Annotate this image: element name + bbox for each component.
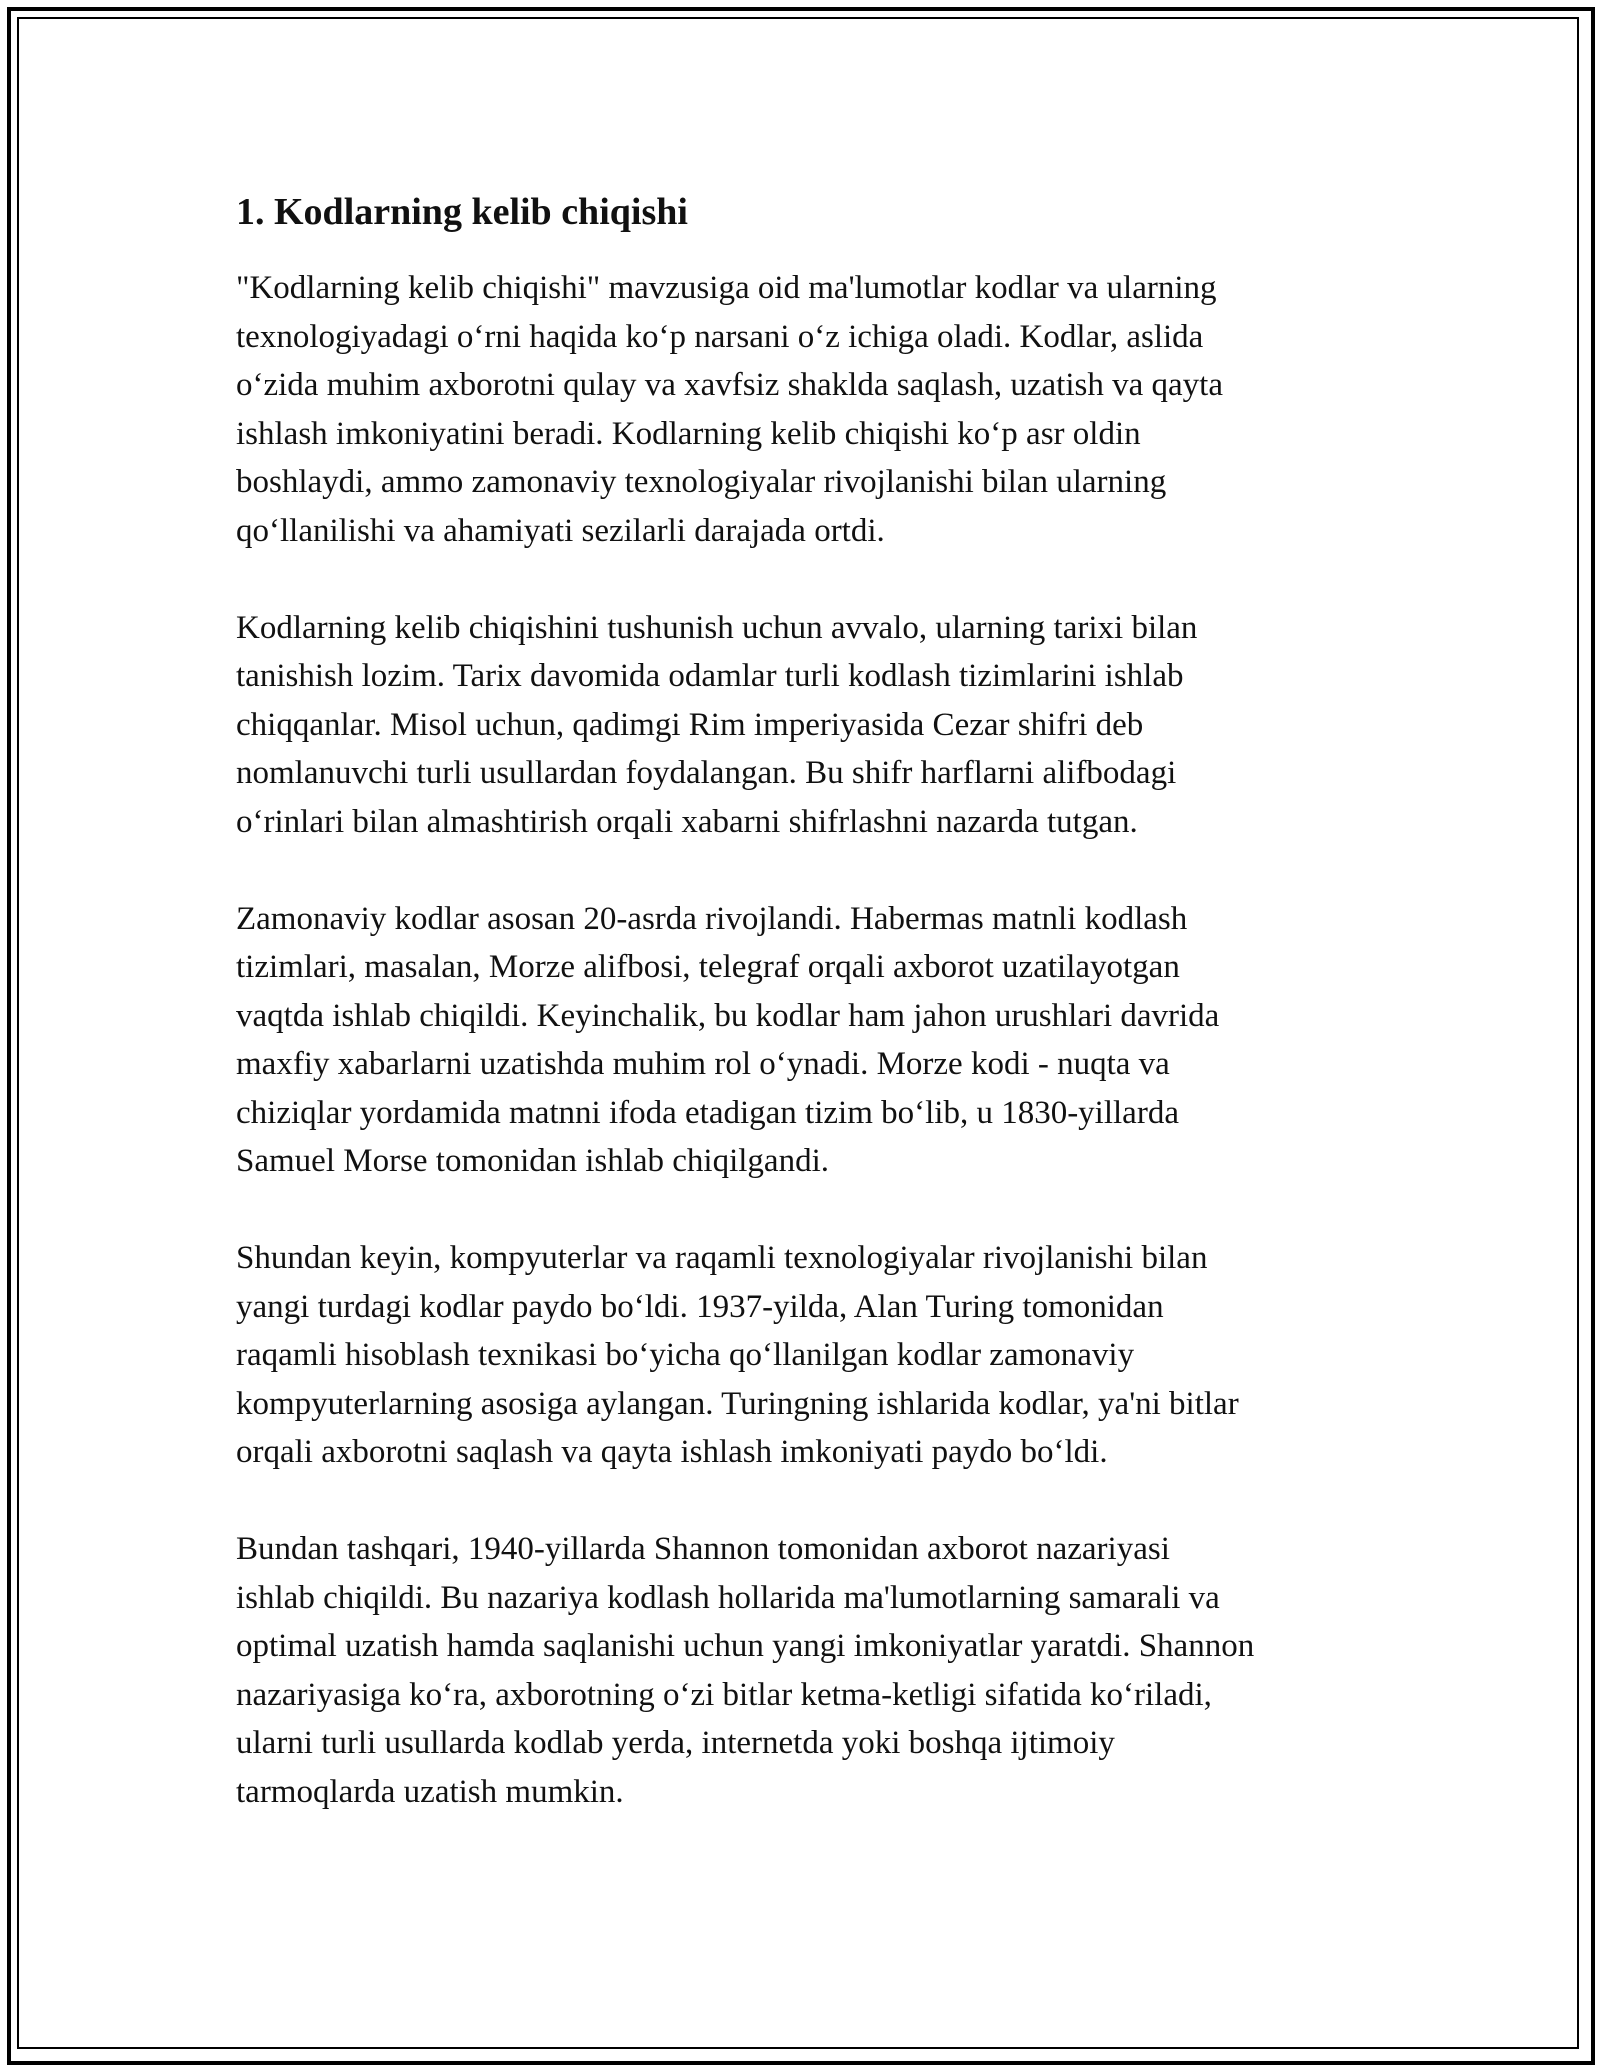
paragraph-modern-codes: Zamonaviy kodlar asosan 20-asrda rivojlandi. Habermas matnli kodlash tizimlari, masalan, Morze alifbosi, telegraf orqali axborot uzatilayotgan vaqtda ishlab chiqildi. Keyinchalik, bu kodlar ham jahon urushlari davrida maxfiy xabarlarni uzatishda muhim rol o‘ynadi. Morze kodi - nuqta va chiziqlar yordamida matnni ifoda etadigan tizim bo‘lib, u 1830-yillarda Samuel Morse tomonidan ishlab chiqilgandi. — [236, 900, 1220, 1179]
document-title: 1. Kodlarning kelib chiqishi — [236, 191, 688, 233]
paragraph-intro: "Kodlarning kelib chiqishi" mavzusiga oid ma'lumotlar kodlar va ularning texnologiyadagi o‘rni haqida ko‘p narsani o‘z ichiga oladi. Kodlar, aslida o‘zida muhim axborotni qulay va xavfsiz shaklda saqlash, uzatish va qayta ishlash imkoniyatini beradi. Kodlarning kelib chiqishi ko‘p asr oldin boshlaydi, ammo zamonaviy texnologiyalar rivojlanishi bilan ularning qo‘llanilishi va ahamiyati sezilarli darajada ortdi. — [236, 270, 1223, 549]
paragraph-computers: Shundan keyin, kompyuterlar va raqamli texnologiyalar rivojlanishi bilan yangi turdagi kodlar paydo bo‘ldi. 1937-yilda, Alan Turing tomonidan raqamli hisoblash texnikasi bo‘yicha qo‘llanilgan kodlar zamonaviy kompyuterlarning asosiga aylangan. Turingning ishlarida kodlar, ya'ni bitlar orqali axborotni saqlash va qayta ishlash imkoniyati paydo bo‘ldi. — [236, 1240, 1239, 1470]
document-body — [236, 186, 1376, 1865]
paragraph-history: Kodlarning kelib chiqishini tushunish uchun avvalo, ularning tarixi bilan tanishish lozim. Tarix davomida odamlar turli kodlash tizimlarini ishlab chiqqanlar. Misol uchun, qadimgi Rim imperiyasida Cezar shifri deb nomlanuvchi turli usullardan foydalangan. Bu shifr harflarni alifbodagi o‘rinlari bilan almashtirish orqali xabarni shifrlashni nazarda tutgan. — [236, 609, 1198, 840]
paragraph-shannon: Bundan tashqari, 1940-yillarda Shannon tomonidan axborot nazariyasi ishlab chiqildi. Bu nazariya kodlash hollarida ma'lumotlarning samarali va optimal uzatish hamda saqlanishi uchun yangi imkoniyatlar yaratdi. Shannon nazariyasiga ko‘ra, axborotning o‘zi bitlar ketma-ketligi sifatida ko‘riladi, ularni turli usullarda kodlab yerda, internetda yoki boshqa ijtimoiy tarmoqlarda uzatish mumkin. — [236, 1531, 1255, 1810]
